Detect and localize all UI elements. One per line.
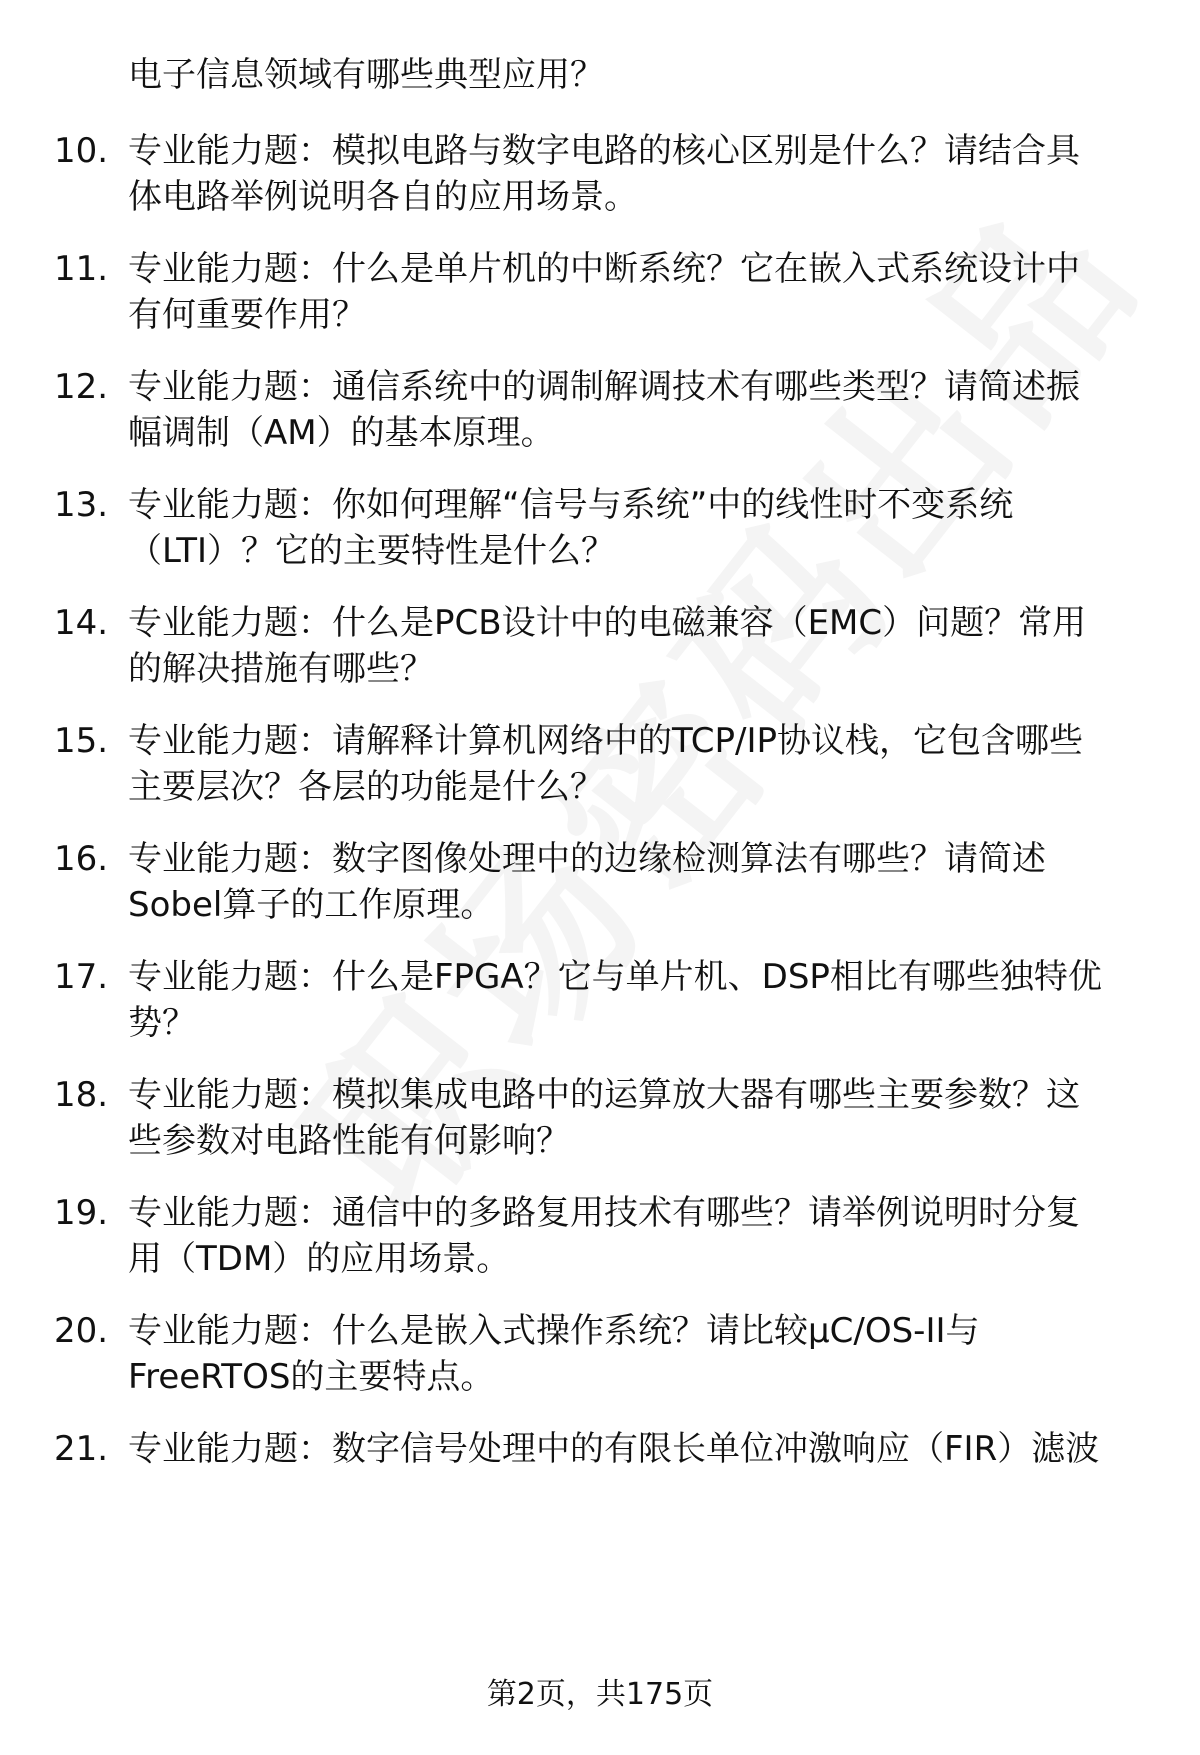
question-text-continued: 主要层次？各层的功能是什么？: [128, 767, 604, 807]
question-number: 10.: [54, 131, 109, 171]
question-text: 专业能力题：什么是单片机的中断系统？它在嵌入式系统设计中: [128, 249, 1080, 289]
question-text-continued: （LTI）？它的主要特性是什么？: [128, 531, 616, 571]
question-text-continued: 些参数对电路性能有何影响？: [128, 1121, 570, 1161]
question-number: 17.: [54, 957, 109, 997]
question-text: 专业能力题：数字图像处理中的边缘检测算法有哪些？请简述: [128, 839, 1046, 879]
question-number: 14.: [54, 603, 109, 643]
question-text: 专业能力题：请解释计算机网络中的TCP/IP协议栈，它包含哪些: [128, 721, 1084, 761]
question-text-continued: Sobel算子的工作原理。: [128, 885, 495, 925]
question-text-continued: 体电路举例说明各自的应用场景。: [128, 177, 638, 217]
question-text-continued: 势？: [128, 1003, 196, 1043]
question-number: 15.: [54, 721, 109, 761]
question-text-continued: 用（TDM）的应用场景。: [128, 1239, 511, 1279]
question-text-continued: FreeRTOS的主要特点。: [128, 1357, 495, 1397]
question-number: 18.: [54, 1075, 109, 1115]
question-text-continued: 幅调制（AM）的基本原理。: [128, 413, 555, 453]
question-number: 21.: [54, 1429, 109, 1469]
question-text: 专业能力题：通信中的多路复用技术有哪些？请举例说明时分复: [128, 1193, 1080, 1233]
question-number: 13.: [54, 485, 109, 525]
question-text-continued: 的解决措施有哪些？: [128, 649, 434, 689]
page-footer: 第2页，共175页: [486, 1677, 714, 1712]
question-text: 专业能力题：你如何理解“信号与系统”中的线性时不变系统: [128, 485, 1014, 525]
question-number: 20.: [54, 1311, 109, 1351]
question-number: 11.: [54, 249, 109, 289]
intro-text: 电子信息领域有哪些典型应用？: [128, 55, 604, 95]
question-text-continued: 有何重要作用？: [128, 295, 366, 335]
question-number: 12.: [54, 367, 109, 407]
question-text: 专业能力题：模拟电路与数字电路的核心区别是什么？请结合具: [128, 131, 1080, 171]
question-text: 专业能力题：模拟集成电路中的运算放大器有哪些主要参数？这: [128, 1075, 1080, 1115]
question-text: 专业能力题：什么是嵌入式操作系统？请比较μC/OS-II与: [128, 1311, 980, 1351]
question-text: 专业能力题：数字信号处理中的有限长单位冲激响应（FIR）滤波: [128, 1429, 1100, 1469]
question-number: 19.: [54, 1193, 109, 1233]
question-text: 专业能力题：通信系统中的调制解调技术有哪些类型？请简述振: [128, 367, 1080, 407]
question-text: 专业能力题：什么是PCB设计中的电磁兼容（EMC）问题？常用: [128, 603, 1087, 643]
question-number: 16.: [54, 839, 109, 879]
question-text: 专业能力题：什么是FPGA？它与单片机、DSP相比有哪些独特优: [128, 957, 1102, 997]
